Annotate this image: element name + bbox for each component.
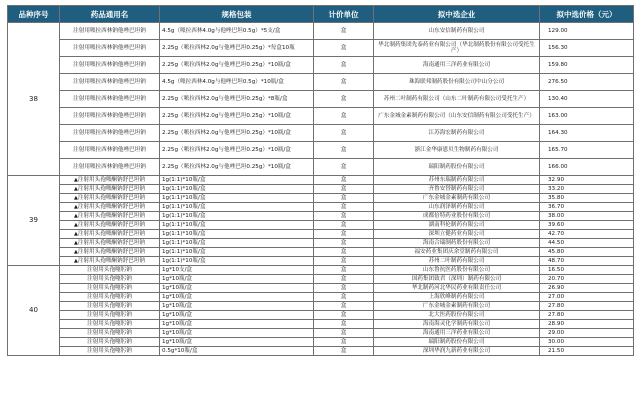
unit-cell: 盒 <box>314 293 374 302</box>
table-row <box>8 311 634 320</box>
unit-cell: 盒 <box>314 203 374 212</box>
triangle-mark-icon: ▲ <box>74 176 78 183</box>
unit-cell: 盒 <box>314 212 374 221</box>
price-cell: 130.40 <box>540 91 634 108</box>
drug-name-text: 注射用头孢噻肟钠 <box>87 311 132 318</box>
unit-cell: 盒 <box>314 23 374 40</box>
unit-cell: 盒 <box>314 91 374 108</box>
table-row <box>8 108 634 125</box>
drug-name-text: 注射用头孢哌酮钠舒巴坦钠 <box>77 239 145 246</box>
unit-cell: 盒 <box>314 185 374 194</box>
table-row <box>8 230 634 239</box>
price-cell: 129.00 <box>540 23 634 40</box>
drug-name-cell <box>60 293 160 302</box>
table-row <box>8 142 634 159</box>
spec-pack-cell: 1g(1:1)*10瓶/盒 <box>160 248 314 257</box>
company-cell: 深圳华润九新药业有限公司 <box>374 347 540 356</box>
drug-name-text: 注射用哌拉西林钠他唑巴坦钠 <box>73 78 146 85</box>
table-row <box>8 203 634 212</box>
drug-name-cell <box>60 194 160 203</box>
variety-number-cell: 39 <box>8 176 60 266</box>
drug-name-cell <box>60 91 160 108</box>
drug-name-text: 注射用头孢哌酮钠舒巴坦钠 <box>77 194 145 201</box>
drug-name-text: 注射用头孢噻肟钠 <box>87 275 132 282</box>
spec-pack-cell: 1g*10瓶/盒 <box>160 320 314 329</box>
price-cell: 45.80 <box>540 248 634 257</box>
company-cell: 国药集团致君（深圳）制药有限公司 <box>374 275 540 284</box>
drug-name-text: 注射用头孢哌酮钠舒巴坦钠 <box>77 230 145 237</box>
unit-cell: 盒 <box>314 176 374 185</box>
spec-pack-cell: 1g*10瓶/盒 <box>160 275 314 284</box>
drug-name-text: 注射用哌拉西林钠他唑巴坦钠 <box>73 112 146 119</box>
company-cell: 山东鲁抗医药股份有限公司 <box>374 266 540 275</box>
company-cell: 苏州二叶制药有限公司 <box>374 257 540 266</box>
table-row <box>8 221 634 230</box>
drug-name-cell <box>60 176 160 185</box>
price-cell: 165.70 <box>540 142 634 159</box>
price-cell: 159.80 <box>540 57 634 74</box>
price-cell: 276.50 <box>540 74 634 91</box>
price-cell: 29.00 <box>540 329 634 338</box>
unit-cell: 盒 <box>314 239 374 248</box>
drug-name-text: 注射用哌拉西林钠他唑巴坦钠 <box>73 163 146 170</box>
drug-name-text: 注射用哌拉西林钠他唑巴坦钠 <box>73 95 146 102</box>
spec-pack-cell: 1g*10瓶/盒 <box>160 302 314 311</box>
unit-cell: 盒 <box>314 275 374 284</box>
spec-pack-cell: 1g(1:1)*10瓶/盒 <box>160 221 314 230</box>
company-cell: 华北制药河北华民药业有限责任公司 <box>374 284 540 293</box>
price-cell: 44.50 <box>540 239 634 248</box>
unit-cell: 盒 <box>314 248 374 257</box>
table-header-row <box>8 6 634 23</box>
table-row <box>8 275 634 284</box>
drug-name-cell <box>60 142 160 159</box>
drug-name-cell <box>60 23 160 40</box>
spec-pack-cell: 2.25g（哌拉西林2.0g与他唑巴坦0.25g）*10瓶/盒 <box>160 108 314 125</box>
unit-cell: 盒 <box>314 230 374 239</box>
drug-name-text: 注射用哌拉西林钠他唑巴坦钠 <box>73 129 146 136</box>
table-row <box>8 185 634 194</box>
drug-name-text: 注射用哌拉西林钠他唑巴坦钠 <box>73 146 146 153</box>
table-row <box>8 91 634 108</box>
table-row <box>8 194 634 203</box>
drug-name-cell <box>60 40 160 57</box>
company-cell: 成都倍特药业股份有限公司 <box>374 212 540 221</box>
drug-name-cell <box>60 284 160 293</box>
spec-pack-cell: 1g(1:1)*10瓶/盒 <box>160 230 314 239</box>
header-variety-no: 品种序号 <box>8 6 60 23</box>
price-cell: 38.00 <box>540 212 634 221</box>
price-cell: 35.80 <box>540 194 634 203</box>
drug-name-text: 注射用头孢哌酮钠舒巴坦钠 <box>77 248 145 255</box>
unit-cell: 盒 <box>314 108 374 125</box>
drug-name-cell <box>60 248 160 257</box>
company-cell: 福安药业集团庆余堂制药有限公司 <box>374 248 540 257</box>
company-cell: 山东安信制药有限公司 <box>374 23 540 40</box>
drug-name-cell <box>60 338 160 347</box>
unit-cell: 盒 <box>314 57 374 74</box>
triangle-mark-icon: ▲ <box>74 212 78 219</box>
drug-price-table-container <box>7 5 633 356</box>
unit-cell: 盒 <box>314 74 374 91</box>
company-cell: 广东金城金素制药有限公司（山东安信制药有限公司受托生产） <box>374 108 540 125</box>
drug-name-cell <box>60 108 160 125</box>
company-cell: 上海欣峰制药有限公司 <box>374 293 540 302</box>
triangle-mark-icon: ▲ <box>74 194 78 201</box>
drug-name-cell <box>60 203 160 212</box>
spec-pack-cell: 1g*10瓶/盒 <box>160 284 314 293</box>
company-cell: 浙江金华康恩贝生物制药有限公司 <box>374 142 540 159</box>
table-row <box>8 266 634 275</box>
triangle-mark-icon: ▲ <box>74 221 78 228</box>
spec-pack-cell: 2.25g（哌拉西林2.0g与他唑巴坦0.25g）*10瓶/盒 <box>160 142 314 159</box>
drug-name-text: 注射用头孢哌酮钠舒巴坦钠 <box>77 257 145 264</box>
drug-name-text: 注射用头孢噻肟钠 <box>87 338 132 345</box>
price-cell: 27.80 <box>540 302 634 311</box>
unit-cell: 盒 <box>314 302 374 311</box>
drug-name-text: 注射用头孢噻肟钠 <box>87 320 132 327</box>
company-cell: 山东润泽制药有限公司 <box>374 203 540 212</box>
table-row <box>8 212 634 221</box>
price-cell: 27.80 <box>540 311 634 320</box>
drug-name-cell <box>60 159 160 176</box>
price-cell: 21.50 <box>540 347 634 356</box>
spec-pack-cell: 1g(1:1)*10瓶/盒 <box>160 257 314 266</box>
unit-cell: 盒 <box>314 338 374 347</box>
unit-cell: 盒 <box>314 320 374 329</box>
table-row <box>8 159 634 176</box>
spec-pack-cell: 2.25g（哌拉西林2.0g与他唑巴坦0.25g）*10瓶/盒 <box>160 57 314 74</box>
drug-name-text: 注射用头孢哌酮钠舒巴坦钠 <box>77 203 145 210</box>
triangle-mark-icon: ▲ <box>74 248 78 255</box>
unit-cell: 盒 <box>314 266 374 275</box>
unit-cell: 盒 <box>314 347 374 356</box>
drug-name-cell <box>60 125 160 142</box>
drug-name-text: 注射用头孢噻肟钠 <box>87 293 132 300</box>
spec-pack-cell: 1g(1:1)*10瓶/盒 <box>160 239 314 248</box>
drug-name-cell <box>60 329 160 338</box>
drug-name-cell <box>60 275 160 284</box>
triangle-mark-icon: ▲ <box>74 239 78 246</box>
header-spec-pack: 规格包装 <box>160 6 314 23</box>
company-cell: 江苏海宏制药有限公司 <box>374 125 540 142</box>
table-row <box>8 284 634 293</box>
company-cell: 瑞阳制药股份有限公司 <box>374 338 540 347</box>
unit-cell: 盒 <box>314 284 374 293</box>
company-cell: 北大医药股份有限公司 <box>374 311 540 320</box>
table-row <box>8 125 634 142</box>
company-cell: 海南海灵化学制药有限公司 <box>374 320 540 329</box>
drug-name-text: 注射用头孢噻肟钠 <box>87 329 132 336</box>
price-cell: 164.30 <box>540 125 634 142</box>
spec-pack-cell: 2.25g（哌拉西林2.0g与他唑巴坦0.25g）*10瓶/盒 <box>160 125 314 142</box>
header-company: 拟中选企业 <box>374 6 540 23</box>
company-cell: 海南通用三洋药业有限公司 <box>374 329 540 338</box>
variety-number-cell: 40 <box>8 266 60 356</box>
drug-name-text: 注射用头孢噻肟钠 <box>87 302 132 309</box>
drug-name-text: 注射用头孢噻肟钠 <box>87 347 132 354</box>
spec-pack-cell: 2.25g（哌拉西林2.0g与他唑巴坦0.25g）*10瓶/盒 <box>160 159 314 176</box>
drug-name-cell <box>60 311 160 320</box>
drug-name-cell <box>60 230 160 239</box>
price-cell: 32.90 <box>540 176 634 185</box>
price-cell: 39.60 <box>540 221 634 230</box>
drug-name-cell <box>60 266 160 275</box>
triangle-mark-icon: ▲ <box>74 257 78 264</box>
table-row <box>8 320 634 329</box>
price-cell: 26.90 <box>540 284 634 293</box>
company-cell: 华北制药集团先泰药业有限公司（华北制药股份有限公司受托生产） <box>374 40 540 57</box>
price-cell: 36.70 <box>540 203 634 212</box>
spec-pack-cell: 1g(1:1)*10瓶/盒 <box>160 176 314 185</box>
drug-name-cell <box>60 185 160 194</box>
spec-pack-cell: 2.25g（哌拉西林2.0g与他唑巴坦0.25g）*8瓶/盒 <box>160 91 314 108</box>
variety-number-cell: 38 <box>8 23 60 176</box>
unit-cell: 盒 <box>314 159 374 176</box>
drug-name-text: 注射用哌拉西林钠他唑巴坦钠 <box>73 61 146 68</box>
header-price: 拟中选价格（元） <box>540 6 634 23</box>
company-cell: 广东金城金素制药有限公司 <box>374 194 540 203</box>
price-cell: 42.70 <box>540 230 634 239</box>
unit-cell: 盒 <box>314 221 374 230</box>
drug-price-table <box>7 5 634 356</box>
spec-pack-cell: 0.5g*10瓶/盒 <box>160 347 314 356</box>
unit-cell: 盒 <box>314 257 374 266</box>
company-cell: 海南合瑞制药股份有限公司 <box>374 239 540 248</box>
company-cell: 苏州二叶制药有限公司（山东二叶制药有限公司受托生产） <box>374 91 540 108</box>
table-row <box>8 302 634 311</box>
price-cell: 20.70 <box>540 275 634 284</box>
unit-cell: 盒 <box>314 194 374 203</box>
drug-name-text: 注射用哌拉西林钠他唑巴坦钠 <box>73 44 146 51</box>
company-cell: 珠海联邦制药股份有限公司中山分公司 <box>374 74 540 91</box>
drug-name-text: 注射用头孢哌酮钠舒巴坦钠 <box>77 185 145 192</box>
spec-pack-cell: 2.25g（哌拉西林2.0g与他唑巴坦0.25g）*每盒10瓶 <box>160 40 314 57</box>
table-row <box>8 239 634 248</box>
spec-pack-cell: 1g*10瓶/盒 <box>160 329 314 338</box>
triangle-mark-icon: ▲ <box>74 230 78 237</box>
company-cell: 广东金城金素制药有限公司 <box>374 302 540 311</box>
drug-name-text: 注射用哌拉西林钠他唑巴坦钠 <box>73 27 146 34</box>
company-cell: 海南通用三洋药业有限公司 <box>374 57 540 74</box>
price-cell: 156.30 <box>540 40 634 57</box>
drug-name-cell <box>60 320 160 329</box>
price-cell: 30.00 <box>540 338 634 347</box>
drug-name-text: 注射用头孢哌酮钠舒巴坦钠 <box>77 221 145 228</box>
price-cell: 166.00 <box>540 159 634 176</box>
spec-pack-cell: 1g*10瓶/盒 <box>160 311 314 320</box>
drug-name-cell <box>60 302 160 311</box>
table-row <box>8 23 634 40</box>
spec-pack-cell: 1g*10支/盒 <box>160 266 314 275</box>
drug-name-cell <box>60 239 160 248</box>
spec-pack-cell: 4.5g（哌拉西林4.0g与他唑巴坦0.5g）*5支/盒 <box>160 23 314 40</box>
drug-name-text: 注射用头孢噻肟钠 <box>87 266 132 273</box>
price-cell: 163.00 <box>540 108 634 125</box>
table-row <box>8 176 634 185</box>
price-cell: 27.00 <box>540 293 634 302</box>
spec-pack-cell: 1g(1:1)*10瓶/盒 <box>160 185 314 194</box>
drug-name-cell <box>60 347 160 356</box>
drug-name-text: 注射用头孢噻肟钠 <box>87 284 132 291</box>
table-row <box>8 329 634 338</box>
table-row <box>8 257 634 266</box>
triangle-mark-icon: ▲ <box>74 203 78 210</box>
company-cell: 瑞阳制药股份有限公司 <box>374 159 540 176</box>
price-cell: 33.20 <box>540 185 634 194</box>
price-cell: 28.90 <box>540 320 634 329</box>
unit-cell: 盒 <box>314 311 374 320</box>
drug-name-cell <box>60 57 160 74</box>
price-cell: 16.50 <box>540 266 634 275</box>
drug-name-cell <box>60 221 160 230</box>
company-cell: 齐鲁安替制药有限公司 <box>374 185 540 194</box>
table-row <box>8 293 634 302</box>
spec-pack-cell: 1g(1:1)*10瓶/盒 <box>160 194 314 203</box>
table-row <box>8 347 634 356</box>
spec-pack-cell: 1g(1:1)*10瓶/盒 <box>160 203 314 212</box>
spec-pack-cell: 1g(1:1)*10瓶/盒 <box>160 212 314 221</box>
triangle-mark-icon: ▲ <box>74 185 78 192</box>
header-drug-name: 药品通用名 <box>60 6 160 23</box>
unit-cell: 盒 <box>314 125 374 142</box>
unit-cell: 盒 <box>314 40 374 57</box>
unit-cell: 盒 <box>314 142 374 159</box>
drug-name-cell <box>60 74 160 91</box>
drug-name-cell <box>60 257 160 266</box>
table-row <box>8 338 634 347</box>
unit-cell: 盒 <box>314 329 374 338</box>
company-cell: 湖南科伦制药有限公司 <box>374 221 540 230</box>
table-row <box>8 74 634 91</box>
table-row <box>8 40 634 57</box>
table-body <box>8 23 634 356</box>
table-row <box>8 248 634 257</box>
drug-name-cell <box>60 212 160 221</box>
spec-pack-cell: 1g*10瓶/盒 <box>160 338 314 347</box>
spec-pack-cell: 4.5g（哌拉西林4.0g与他唑巴坦0.5g）*10瓶/盒 <box>160 74 314 91</box>
table-row <box>8 57 634 74</box>
company-cell: 苏州东瑞制药有限公司 <box>374 176 540 185</box>
spec-pack-cell: 1g*10瓶/盒 <box>160 293 314 302</box>
drug-name-text: 注射用头孢哌酮钠舒巴坦钠 <box>77 176 145 183</box>
company-cell: 深圳立健药业有限公司 <box>374 230 540 239</box>
price-cell: 48.70 <box>540 257 634 266</box>
drug-name-text: 注射用头孢哌酮钠舒巴坦钠 <box>77 212 145 219</box>
header-unit: 计价单位 <box>314 6 374 23</box>
